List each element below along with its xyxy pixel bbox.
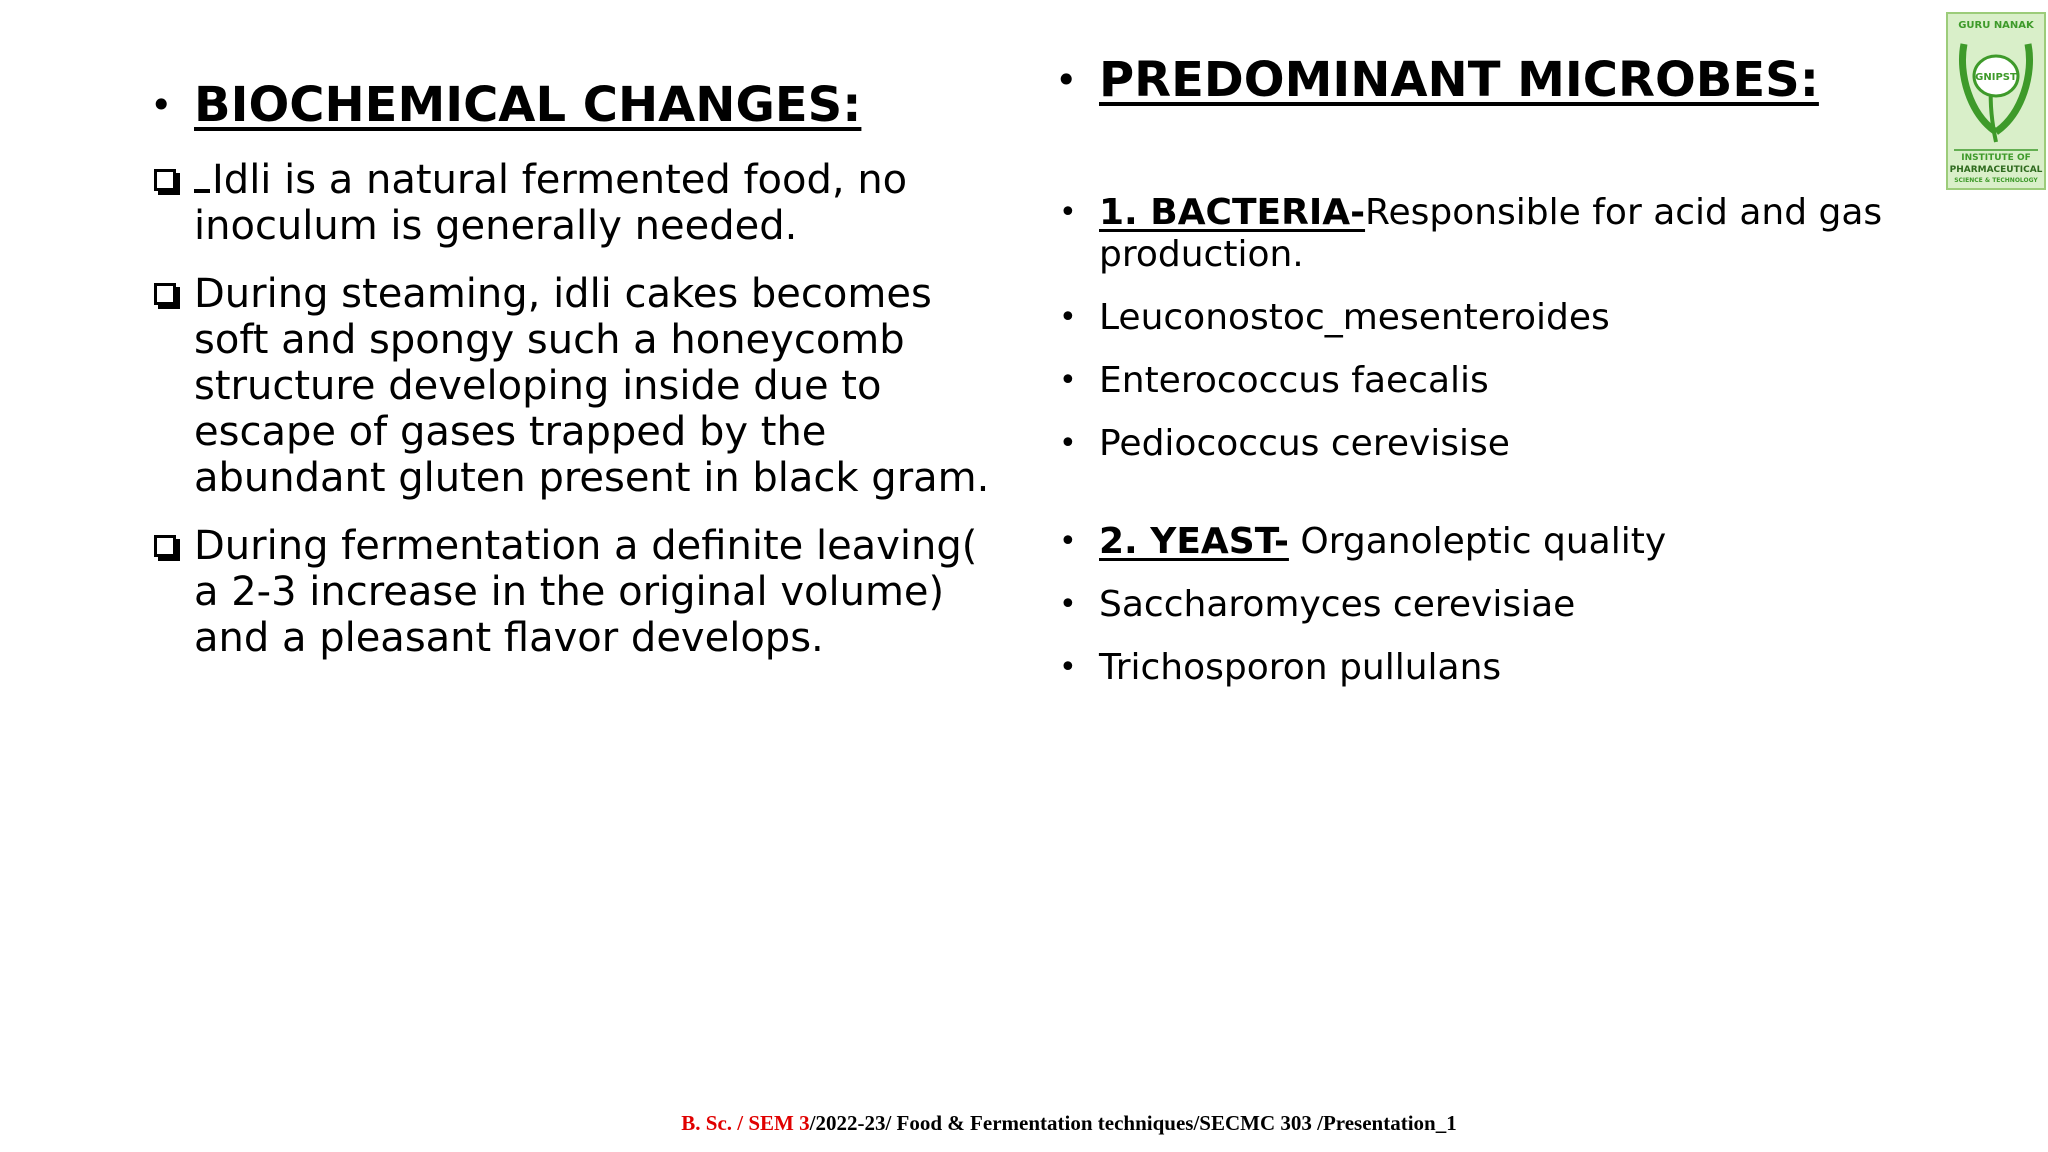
checkbox-bullet-icon xyxy=(154,283,176,305)
item-text: During steaming, idli cakes becomes soft and spongy such a honeycomb structure developing inside due to escape of gases trapped by the abundant gluten present in black gram. xyxy=(194,271,990,501)
bacteria-item xyxy=(1055,192,1905,276)
footer-caption xyxy=(0,1110,2048,1136)
yeast-item xyxy=(1055,521,1905,563)
bullet-icon: • xyxy=(1059,587,1077,622)
biochemical-changes-heading xyxy=(150,75,1010,135)
list-item xyxy=(150,157,1010,249)
heading-text: PREDOMINANT MICROBES: xyxy=(1099,52,1819,108)
species-item xyxy=(1055,423,1905,465)
biochemical-changes-list xyxy=(150,157,1010,661)
bullet-icon: • xyxy=(1059,300,1077,335)
species-item xyxy=(1055,647,1905,689)
bullet-icon: • xyxy=(1055,58,1078,102)
checkbox-bullet-icon xyxy=(154,169,176,191)
species-item xyxy=(1055,360,1905,402)
species-item xyxy=(1055,584,1905,626)
heading-text: BIOCHEMICAL CHANGES: xyxy=(194,77,862,133)
svg-text:PHARMACEUTICAL: PHARMACEUTICAL xyxy=(1949,165,2043,175)
bacteria-label: 1. BACTERIA- xyxy=(1099,192,1366,233)
bullet-icon: • xyxy=(1059,363,1077,398)
predominant-microbes-section xyxy=(1055,50,1905,710)
bullet-icon: • xyxy=(1059,426,1077,461)
species-name: Pediococcus cerevisise xyxy=(1099,423,1510,464)
item-text: Idli is a natural fermented food, no inoculum is generally needed. xyxy=(194,157,908,249)
checkbox-bullet-icon xyxy=(154,535,176,557)
svg-text:GURU NANAK: GURU NANAK xyxy=(1958,20,2034,31)
footer-course: B. Sc. / SEM 3 xyxy=(681,1111,810,1135)
predominant-microbes-heading xyxy=(1055,50,1905,110)
bullet-icon: • xyxy=(1059,650,1077,685)
logo-emblem-icon xyxy=(1948,14,2044,188)
item-text: During fermentation a definite leaving( a 2-3 increase in the original volume) and a pleasant flavor develops. xyxy=(194,523,978,661)
yeast-list xyxy=(1055,521,1905,689)
yeast-label: 2. YEAST- xyxy=(1099,521,1289,562)
bacteria-list xyxy=(1055,192,1905,465)
species-name: Saccharomyces cerevisiae xyxy=(1099,584,1576,625)
bullet-icon: • xyxy=(1059,195,1077,230)
species-name: Trichosporon pullulans xyxy=(1099,647,1502,688)
bullet-icon: • xyxy=(1059,524,1077,559)
list-item xyxy=(150,271,1010,501)
svg-text:SCIENCE & TECHNOLOGY: SCIENCE & TECHNOLOGY xyxy=(1954,177,2038,184)
species-name: Leuconostoc_mesenteroides xyxy=(1099,297,1610,338)
list-item xyxy=(150,523,1010,661)
species-name: Enterococcus faecalis xyxy=(1099,360,1489,401)
svg-text:INSTITUTE OF: INSTITUTE OF xyxy=(1961,153,2031,163)
species-item xyxy=(1055,297,1905,339)
bullet-icon: • xyxy=(150,83,173,127)
underscore-mark xyxy=(194,189,210,193)
footer-details: /2022-23/ Food & Fermentation techniques/SECMC 303 /Presentation_1 xyxy=(809,1111,1457,1135)
svg-text:GNIPST: GNIPST xyxy=(1975,72,2017,83)
biochemical-changes-section xyxy=(150,75,1010,683)
bacteria-description: Responsible for acid and gas production. xyxy=(1099,192,1883,275)
institute-logo xyxy=(1946,12,2046,190)
yeast-description: Organoleptic quality xyxy=(1288,521,1667,562)
